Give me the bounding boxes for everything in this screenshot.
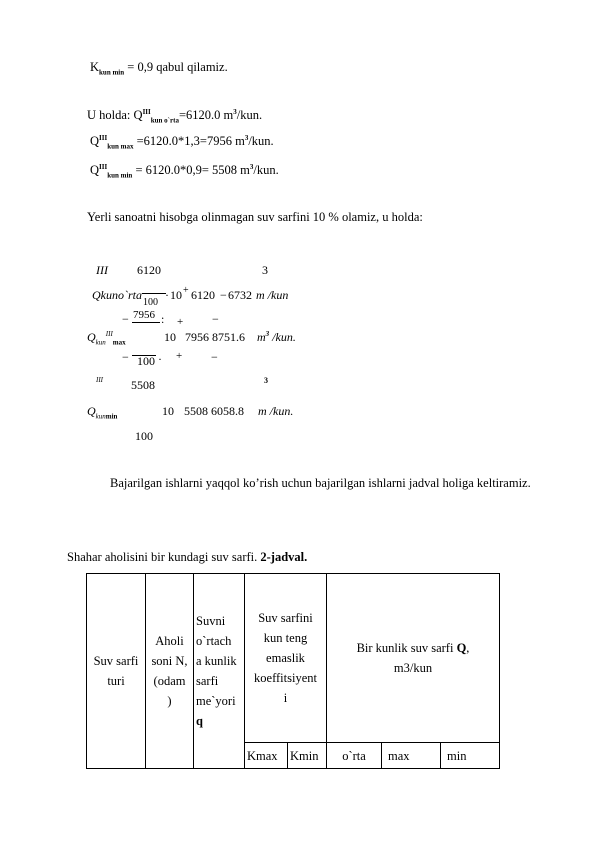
eq2-rest: 7956 8751.6	[185, 330, 245, 344]
k-value-text: = 0,9 qabul qilamiz.	[124, 60, 228, 74]
eq1-body: 10	[170, 288, 182, 302]
col4-line-4: koeffitsiyent	[254, 671, 317, 685]
suv-sarfi-table	[86, 573, 500, 769]
eq1-rest: 6120	[191, 288, 215, 302]
col5-title	[329, 638, 497, 658]
caption-bold: 2-jadval.	[260, 550, 308, 564]
q-min-sup: III	[99, 162, 108, 171]
eq3-sub2: min	[105, 412, 118, 421]
eq2-body: 10	[164, 330, 176, 344]
q-orta-line	[87, 108, 262, 123]
col4-line-5: i	[283, 691, 288, 705]
col5-text: Bir kunlik suv sarfi	[356, 641, 457, 655]
col3-line-3: a kunlik	[196, 654, 237, 668]
col1-text: Suv sarfi turi	[93, 654, 139, 688]
caption-text: Shahar aholisini bir kundagi suv sarfi.	[67, 550, 261, 564]
q-max-unit-sup: 3	[244, 133, 249, 142]
eq3-q: Q	[87, 404, 96, 418]
sub-kmin: Kmin	[288, 743, 327, 769]
q-min-unit-sup: 3	[249, 162, 254, 171]
col-koeffitsiyent	[245, 574, 327, 743]
col2-line-2: soni N,	[151, 654, 188, 668]
k-subscript: kun min	[99, 68, 125, 77]
bajarilgan-paragraph: Bajarilgan ishlarni yaqqol ko’rish uchun bajarilgan ishlarni jadval holiga keltiramiz.	[110, 476, 531, 490]
col3-q: q	[196, 714, 203, 728]
q-orta-value: =6120.0 m	[178, 108, 234, 122]
col5-tail: ,	[466, 641, 470, 655]
col4-line-2: kun teng	[263, 631, 308, 645]
eq3-unit: m /kun.	[258, 404, 294, 418]
eq2-sup: III	[105, 330, 113, 338]
eq1-fraction-line	[142, 293, 166, 294]
q-min-sub: kun min	[107, 171, 133, 180]
col3-line-2: o`rtach	[196, 634, 232, 648]
eq2-num: 7956	[133, 309, 155, 321]
eq2-unit-m: m	[257, 330, 266, 344]
eq1-result: 6732	[228, 288, 252, 302]
q-min-tail: /kun.	[253, 163, 279, 177]
eq3-num: 5508	[131, 378, 155, 392]
eq2-sub: kun	[95, 338, 106, 347]
q-orta-tail: /kun.	[236, 108, 263, 122]
eq2-denom: 100	[137, 354, 155, 368]
eq3-label	[87, 404, 117, 419]
sub-kmax: Kmax	[245, 743, 288, 769]
eq2-minus-bot: −	[122, 350, 129, 364]
q-max-sub: kun max	[107, 142, 134, 151]
eq1-minus: −	[220, 288, 227, 302]
sub-orta: o`rta	[327, 743, 382, 769]
col2-line-4: )	[167, 694, 172, 708]
col3-line-5: me`yori	[196, 694, 236, 708]
eq2-num-underline	[132, 322, 160, 323]
col-bir-kunlik	[327, 574, 500, 743]
col3-line-4: sarfi	[196, 674, 219, 688]
eq2-plus-bot: +	[176, 350, 183, 362]
q-orta-unit-sup: 3	[233, 107, 237, 116]
sub-max: max	[382, 743, 441, 769]
eq3-three: 3	[264, 376, 268, 385]
eq2-minus-top: −	[122, 312, 129, 326]
coef-kmin-line	[90, 60, 228, 75]
eq1-three: 3	[262, 263, 268, 277]
eq2-colon: :	[161, 312, 165, 326]
col4-line-1: Suv sarfini	[258, 611, 313, 625]
col4-line-3: emaslik	[266, 651, 305, 665]
eq2-q: Q	[87, 330, 96, 344]
k-symbol: K	[90, 60, 100, 74]
eq1-dot: ·	[165, 288, 169, 302]
eq1-plus: +	[183, 285, 189, 296]
eq3-body: 10	[162, 404, 174, 418]
eq2-minus-top2: −	[212, 312, 219, 326]
q-max-value: =6120.0*1,3=7956 m	[133, 134, 245, 148]
eq3-rest: 5508 6058.8	[184, 404, 244, 418]
col3-line-1: Suvni	[196, 614, 226, 628]
q-orta-sup: III	[142, 107, 151, 116]
eq2-minus-bot2: −	[211, 350, 218, 364]
col-suv-meyori	[194, 574, 245, 769]
col-aholi-soni	[146, 574, 194, 769]
q-min-value: = 6120.0*0,9= 5508 m	[132, 163, 250, 177]
q-orta-prefix: U holda: Q	[87, 108, 143, 122]
col5-unit: m3/kun	[393, 661, 433, 675]
eq2-plus-top: +	[177, 316, 184, 328]
q-min-symbol: Q	[90, 163, 100, 177]
q-orta-sub: kun o`rta	[150, 116, 179, 125]
col-suv-sarfi-turi	[87, 574, 146, 769]
eq2-dot-bot: ·	[158, 352, 162, 366]
q-max-line	[90, 134, 274, 149]
eq2-sub2: max	[112, 338, 126, 347]
eq1-iii: III	[96, 263, 108, 277]
eq2-unit-sup: 3	[265, 330, 270, 338]
col5-q: Q	[456, 641, 467, 655]
eq1-label: Qkuno`rta	[92, 288, 142, 302]
table-caption	[67, 550, 307, 565]
eq1-unit: m /kun	[256, 288, 289, 302]
q-max-symbol: Q	[90, 134, 100, 148]
eq2-unit-tail: /kun.	[269, 330, 296, 344]
eq3-denom: 100	[135, 429, 153, 443]
eq1-num: 6120	[137, 263, 161, 277]
eq3-sup: III	[96, 376, 103, 384]
col2-line-3: (odam	[153, 674, 186, 688]
yerli-paragraph: Yerli sanoatni hisobga olinmagan suv sarfini 10 % olamiz, u holda:	[87, 210, 423, 224]
eq2-unit	[257, 330, 296, 345]
eq3-sub: kun	[95, 412, 106, 421]
q-max-sup: III	[99, 133, 108, 142]
eq1-denom: 100	[143, 297, 158, 308]
sub-min: min	[441, 743, 500, 769]
col2-line-1: Aholi	[155, 634, 184, 648]
eq2-label	[87, 330, 126, 345]
q-max-tail: /kun.	[248, 134, 274, 148]
q-min-line	[90, 163, 279, 178]
